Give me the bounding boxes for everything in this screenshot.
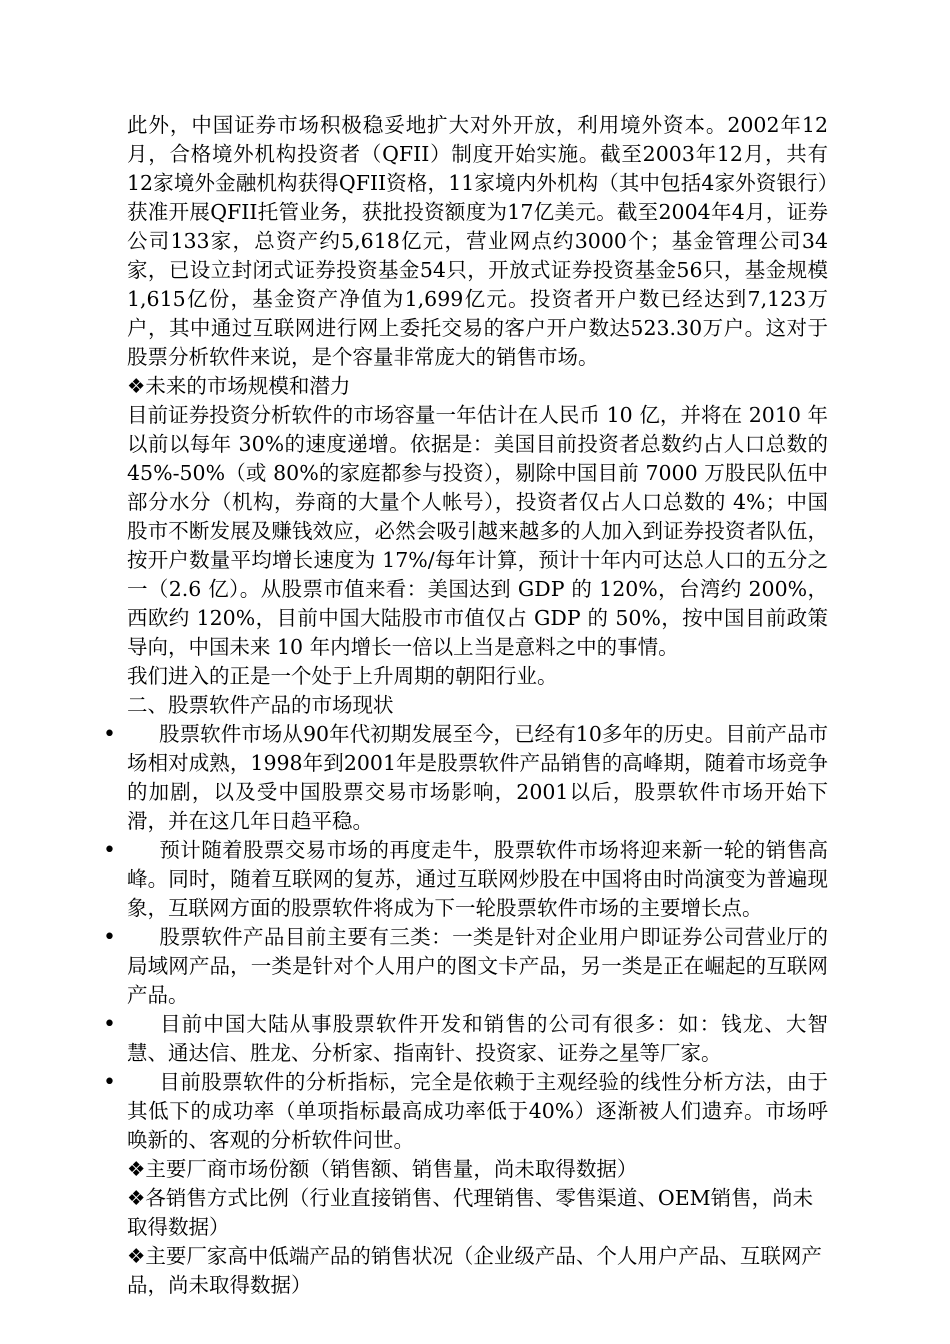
bullet-icon: •	[103, 925, 116, 950]
list-item: • 股票软件市场从90年代初期发展至今，已经有10多年的历史。目前产品市场相对成熟，1998年到2001年是股票软件产品销售的高峰期，随着市场竞争的加剧，以及受中国股票交易市场影响，2001以后，股票软件市场开始下滑，并在这几年日趋平稳。	[103, 722, 828, 833]
list-item: • 目前股票软件的分析指标，完全是依赖于主观经验的线性分析方法，由于其低下的成功率（单项指标最高成功率低于40%）逐渐被人们遗弃。市场呼唤新的、客观的分析软件问世。	[103, 1070, 828, 1152]
star-item-product-tiers: ❖ 主要厂家高中低端产品的销售状况（企业级产品、个人用户产品、互联网产品，尚未取得数据）	[127, 1242, 828, 1300]
star-item-market-share: ❖ 主要厂商市场份额（销售额、销售量，尚未取得数据）	[127, 1155, 828, 1184]
section-heading: 二、股票软件产品的市场现状	[127, 693, 394, 717]
list-item: • 目前中国大陆从事股票软件开发和销售的公司有很多：如：钱龙、大智慧、通达信、胜龙、分析家、指南针、投资家、证券之星等厂家。	[103, 1012, 828, 1065]
paragraph-sunrise-industry: 我们进入的正是一个处于上升周期的朝阳行业。	[127, 664, 558, 688]
bullet-icon: •	[103, 1012, 116, 1037]
bullet-icon: •	[103, 838, 116, 863]
heading-future-market: ❖ 未来的市场规模和潜力	[127, 372, 828, 401]
bullet-icon: •	[103, 722, 116, 747]
document-body	[103, 111, 828, 1300]
bullet-list	[103, 720, 828, 1155]
paragraph-open-market: 此外，中国证券市场积极稳妥地扩大对外开放，利用境外资本。2002年12月，合格境外机构投资者（QFII）制度开始实施。截至2003年12月，共有12家境外金融机构获得QFII资格，11家境内外机构（其中包括4家外资银行）获准开展QFII托管业务，获批投资额度为17亿美元。截至2004年4月，证券公司133家，总资产约5,618亿元，营业网点约3000个；基金管理公司34家，已设立封闭式证券投资基金54只，开放式证券投资基金56只，基金规模1,615亿份，基金资产净值为1,699亿元。投资者开户数已经达到7,123万户，其中通过互联网进行网上委托交易的客户开户数达523.30万户。这对于股票分析软件来说，是个容量非常庞大的销售市场。	[127, 113, 828, 369]
paragraph-market-capacity: 目前证券投资分析软件的市场容量一年估计在人民币 10 亿，并将在 2010 年以前以每年 30%的速度递增。依据是：美国目前投资者总数约占人口总数的 45%-50%（或 80%的家庭都参与投资），剔除中国目前 7000 万股民队伍中部分水分（机构，券商的大量个人帐号），投资者仅占人口总数的 4%；中国股市不断发展及赚钱效应，必然会吸引越来越多的人加入到证券投资者队伍，按开户数量平均增长速度为 17%/每年计算，预计十年内可达总人口的五分之一（2.6 亿）。从股票市值来看：美国达到 GDP 的 120%，台湾约 200%，西欧约 120%，目前中国大陆股市市值仅占 GDP 的 50%，按中国目前政策导向，中国未来 10 年内增长一倍以上当是意料之中的事情。	[127, 403, 828, 659]
star-item-sales-channels: ❖ 各销售方式比例（行业直接销售、代理销售、零售渠道、OEM销售，尚未取得数据）	[127, 1184, 828, 1242]
bullet-icon: •	[103, 1070, 116, 1095]
list-item: • 股票软件产品目前主要有三类：一类是针对企业用户即证券公司营业厅的局域网产品，一类是针对个人用户的图文卡产品，另一类是正在崛起的互联网产品。	[103, 925, 828, 1007]
list-item: • 预计随着股票交易市场的再度走牛，股票软件市场将迎来新一轮的销售高峰。同时，随着互联网的复苏，通过互联网炒股在中国将由时尚演变为普遍现象，互联网方面的股票软件将成为下一轮股票软件市场的主要增长点。	[103, 838, 828, 920]
